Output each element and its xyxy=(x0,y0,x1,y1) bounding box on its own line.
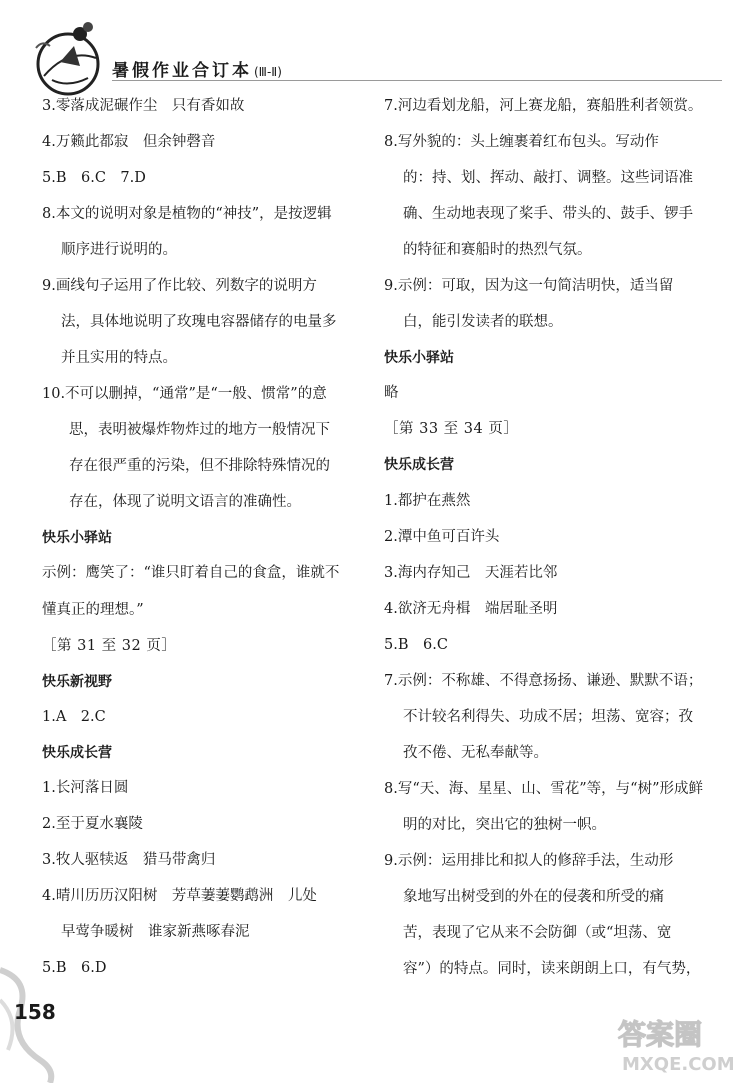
dragon-boat-logo-icon xyxy=(30,18,108,100)
page-number: 158 xyxy=(14,1000,56,1024)
answer-line: 7.河边看划龙船，河上赛龙船，赛船胜利者领赏。 xyxy=(384,98,703,114)
answer-line: 1.A 2.C xyxy=(42,708,106,725)
answer-line: 并且实用的特点。 xyxy=(61,350,177,367)
answer-line: 的：持、划、挥动、敲打、调整。这些词语准 xyxy=(403,170,693,187)
answer-line: 9.示例：可取，因为这一句简洁明快，适当留 xyxy=(384,278,674,295)
answer-line: 的特征和赛船时的热烈气氛。 xyxy=(403,242,592,259)
answer-line: 顺序进行说明的。 xyxy=(61,242,177,259)
answer-line: 略 xyxy=(384,385,399,402)
answer-line: 象地写出树受到的外在的侵袭和所受的痛 xyxy=(403,888,664,905)
section-heading: 快乐新视野 xyxy=(42,673,112,690)
answer-line: 10.不可以删掉，“通常”是“一般、惯常”的意 xyxy=(42,386,327,403)
page-range-heading: ［第 31 至 32 页］ xyxy=(42,637,177,654)
watermark-text-bottom: MXQE.COM xyxy=(622,1054,735,1075)
answer-line: 4.晴川历历汉阳树 芳草萋萋鹦鹉洲 儿处 xyxy=(42,888,317,905)
answer-line: 2.潭中鱼可百许头 xyxy=(384,528,500,545)
answer-line: 8.写外貌的：头上缠裹着红布包头。写动作 xyxy=(384,134,659,151)
section-heading: 快乐小驿站 xyxy=(42,530,112,547)
answer-line: 9.示例：运用排比和拟人的修辞手法，生动形 xyxy=(384,852,674,869)
answer-line: 2.至于夏水襄陵 xyxy=(42,816,143,833)
answer-line: 8.本文的说明对象是植物的“神技”，是按逻辑 xyxy=(42,206,332,223)
answer-line: 容”）的特点。同时，读来朗朗上口，有气势， xyxy=(403,960,701,977)
answer-line: 5.B 6.D xyxy=(42,960,107,977)
answer-line: 3.牧人驱犊返 猎马带禽归 xyxy=(42,852,216,869)
answer-line: 示例：鹰笑了：“谁只盯着自己的食盒，谁就不 xyxy=(42,565,340,582)
answer-line: 1.都护在燕然 xyxy=(384,492,471,509)
watermark-text-top: 答案圈 xyxy=(618,1018,703,1051)
header-divider xyxy=(112,80,722,81)
answer-line: 8.写“天、海、星星、山、雪花”等，与“树”形成鲜 xyxy=(384,780,703,797)
header xyxy=(0,0,750,100)
book-title xyxy=(112,56,282,81)
answer-line: 9.画线句子运用了作比较、列数字的说明方 xyxy=(42,278,317,295)
answer-line: 明的对比，突出它的独树一帜。 xyxy=(403,816,606,833)
answer-line: 5.B 6.C xyxy=(384,636,448,653)
left-column xyxy=(42,96,360,994)
answer-line: 7.示例：不称雄、不得意扬扬、谦逊、默默不语； xyxy=(384,672,703,689)
answer-line: 不计较名利得失、功成不居；坦荡、宽容；孜 xyxy=(403,708,693,725)
right-column xyxy=(384,96,712,995)
book-volume: (Ⅲ-Ⅱ) xyxy=(254,65,282,79)
answer-line: 4.欲济无舟楫 端居耻圣明 xyxy=(384,600,558,617)
answer-line: 5.B 6.C 7.D xyxy=(42,170,146,187)
answer-line: 存在，体现了说明文语言的准确性。 xyxy=(69,494,301,511)
section-heading: 快乐小驿站 xyxy=(384,350,454,367)
answer-line: 法，具体地说明了玫瑰电容器储存的电量多 xyxy=(61,314,337,331)
answer-line: 白，能引发读者的联想。 xyxy=(403,314,563,331)
answer-line: 3.海内存知己 天涯若比邻 xyxy=(384,564,558,581)
answer-line: 确、生动地表现了桨手、带头的、鼓手、锣手 xyxy=(403,206,693,223)
answer-line: 早莺争暖树 谁家新燕啄春泥 xyxy=(61,924,250,941)
book-title-text: 暑假作业合订本 xyxy=(112,61,252,81)
answer-line: 3.零落成泥碾作尘 只有香如故 xyxy=(42,98,245,114)
answer-line: 孜不倦、无私奉献等。 xyxy=(403,744,548,761)
section-heading: 快乐成长营 xyxy=(42,744,112,761)
answer-line: 懂真正的理想。” xyxy=(42,601,144,618)
answer-line: 苦，表现了它从来不会防御（或“坦荡、宽 xyxy=(403,924,672,941)
answer-line: 1.长河落日圆 xyxy=(42,780,129,797)
page-range-heading: ［第 33 至 34 页］ xyxy=(384,421,519,438)
answer-line: 存在很严重的污染，但不排除特殊情况的 xyxy=(69,458,330,475)
section-heading: 快乐成长营 xyxy=(384,457,454,474)
answer-line: 思，表明被爆炸物炸过的地方一般情况下 xyxy=(69,422,330,439)
answer-line: 4.万籁此都寂 但余钟磬音 xyxy=(42,134,216,151)
watermark-logo xyxy=(612,1010,742,1076)
